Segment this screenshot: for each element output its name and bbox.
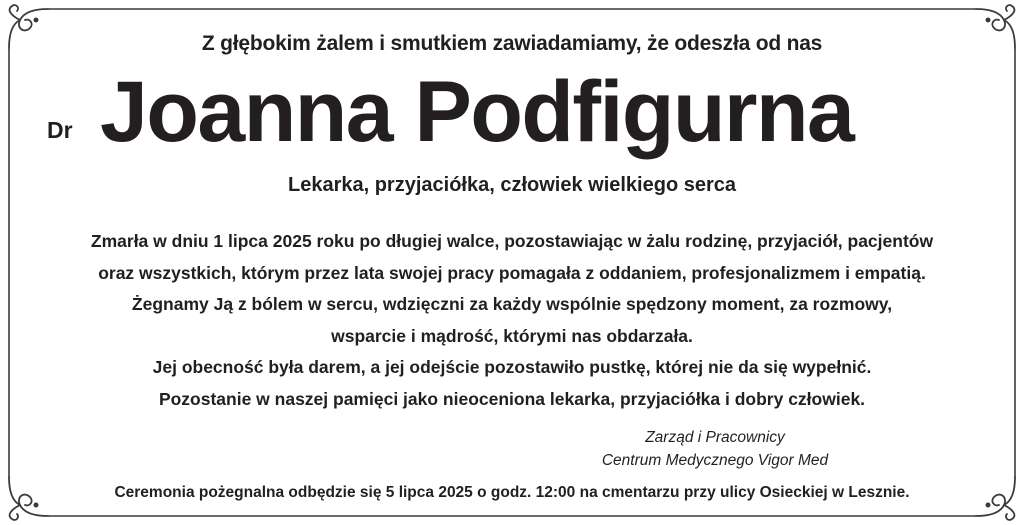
intro-text: Z głębokim żalem i smutkiem zawiadamiamy, że odeszła od nas bbox=[201, 32, 823, 55]
notice-body bbox=[0, 226, 1024, 415]
signature-line-1: Zarząd i Pracownicy bbox=[645, 429, 785, 446]
signature-line-2: Centrum Medycznego Vigor Med bbox=[601, 452, 829, 469]
body-line: wsparcie i mądrość, którymi nas obdarzała. bbox=[331, 325, 693, 346]
name-row bbox=[0, 62, 1024, 162]
title-prefix: Dr bbox=[47, 117, 73, 143]
ceremony-info: Ceremonia pożegnalna odbędzie się 5 lipca 2025 o godz. 12:00 na cmentarzu przy ulicy Osieckiej w Lesznie. bbox=[114, 484, 910, 501]
body-line: Pozostanie w naszej pamięci jako nieoceniona lekarka, przyjaciółka i dobry człowiek. bbox=[158, 388, 866, 409]
body-line: Żegnamy Ją z bólem w sercu, wdzięczni za każdy wspólnie spędzony moment, za rozmowy, bbox=[131, 294, 893, 314]
subtitle: Lekarka, przyjaciółka, człowiek wielkiego serca bbox=[287, 174, 737, 196]
body-line: Zmarła w dniu 1 lipca 2025 roku po długiej walce, pozostawiając w żalu rodzinę, przyjaciół, pacjentów bbox=[90, 231, 934, 251]
body-line: oraz wszystkich, którym przez lata swojej pracy pomagała z oddaniem, profesjonalizmem i empatią. bbox=[98, 262, 926, 283]
deceased-name: Joanna Podfigurna bbox=[100, 64, 854, 160]
body-line: Jej obecność była darem, a jej odejście pozostawiło pustkę, której nie da się wypełnić. bbox=[152, 357, 872, 377]
